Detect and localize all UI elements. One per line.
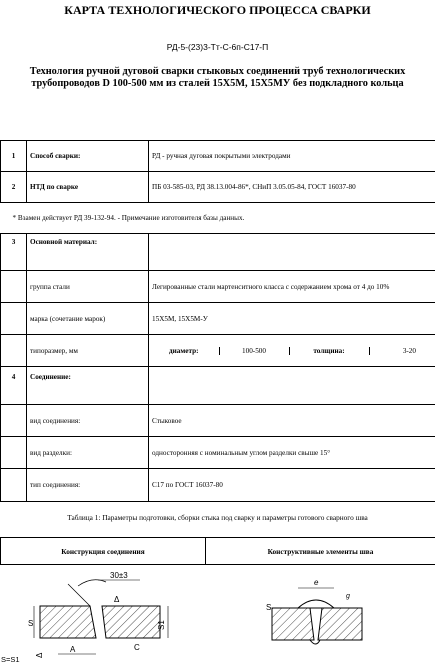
row-number: 4 bbox=[1, 367, 27, 405]
row-number bbox=[1, 271, 27, 303]
left-plate bbox=[272, 608, 314, 640]
right-plate bbox=[318, 608, 362, 640]
left-plate bbox=[40, 606, 96, 638]
column-header-weld-elements: Конструктивные элементы шва bbox=[206, 538, 435, 565]
size-cell bbox=[149, 335, 435, 367]
s-equals-s1-note: S=S1 bbox=[1, 655, 20, 664]
table-row bbox=[1, 141, 435, 172]
delta-bottom-label: Δ bbox=[35, 652, 44, 658]
row-value bbox=[149, 234, 435, 271]
row-number bbox=[1, 335, 27, 367]
row-label: типоразмер, мм bbox=[27, 335, 149, 367]
footnote-text: * Взамен действует РД 39-132-94. - Примечание изготовителя базы данных. bbox=[12, 214, 245, 222]
row-label: вид разделки: bbox=[27, 437, 149, 469]
table-row bbox=[1, 271, 435, 303]
s-label: S bbox=[28, 619, 34, 628]
g-label: g bbox=[346, 593, 350, 600]
row-value: ПБ 03-585-03, РД 38.13.004-86*, СНиП 3.05.05-84, ГОСТ 16037-80 bbox=[149, 172, 435, 203]
size-subtable bbox=[149, 347, 435, 355]
table-row bbox=[1, 303, 435, 335]
row-value: С17 по ГОСТ 16037-80 bbox=[149, 469, 435, 502]
row-number bbox=[1, 405, 27, 437]
table-row bbox=[1, 469, 435, 502]
column-header-joint-design: Конструкция соединения bbox=[1, 538, 206, 565]
document-subtitle: Технология ручной дуговой сварки стыковых соединений труб технологических трубопроводов D 100-500 мм из сталей 15Х5М, 15Х5МУ без подкладного кольца bbox=[29, 66, 406, 89]
document-title: КАРТА ТЕХНОЛОГИЧЕСКОГО ПРОЦЕССА СВАРКИ bbox=[64, 3, 371, 17]
row-number: 3 bbox=[1, 234, 27, 271]
footnote-cell bbox=[1, 203, 435, 234]
row-value bbox=[149, 367, 435, 405]
row-label: группа стали bbox=[27, 271, 149, 303]
s-label: S bbox=[266, 603, 272, 612]
thickness-label: толщина: bbox=[289, 347, 369, 355]
table-row bbox=[1, 172, 435, 203]
row-label: Соединение: bbox=[27, 367, 149, 405]
delta-top-label: Δ bbox=[114, 595, 120, 604]
row-value: Стыковое bbox=[149, 405, 435, 437]
weld-root bbox=[310, 640, 320, 644]
row-value: односторонняя с номинальным углом разделки свыше 15° bbox=[149, 437, 435, 469]
footnote-row bbox=[1, 203, 435, 234]
weld-elements-drawing bbox=[262, 568, 372, 658]
row-label: Способ сварки: bbox=[27, 141, 149, 172]
diameter-value: 100-500 bbox=[219, 347, 289, 355]
joint-construction-drawing bbox=[28, 566, 178, 666]
row-value: 15Х5М, 15Х5М-У bbox=[149, 303, 435, 335]
e-label: e bbox=[314, 578, 319, 587]
row-label: тип соединения: bbox=[27, 469, 149, 502]
s1-label: S1 bbox=[157, 620, 166, 630]
row-value: Легированные стали мартенситного класса с содержанием хрома от 4 до 10% bbox=[149, 271, 435, 303]
row-number: 1 bbox=[1, 141, 27, 172]
table-row bbox=[1, 405, 435, 437]
row-value: РД - ручная дуговая покрытыми электродами bbox=[149, 141, 435, 172]
angle-label: 30±3 bbox=[110, 571, 128, 580]
c-label: C bbox=[134, 643, 140, 652]
table-caption: Таблица 1: Параметры подготовки, сборки стыка под сварку и параметры готового сварного шва bbox=[67, 513, 368, 522]
row-label: НТД по сварке bbox=[27, 172, 149, 203]
weld-reinforcement bbox=[298, 600, 334, 608]
table-row bbox=[1, 234, 435, 271]
row-label: вид соединения: bbox=[27, 405, 149, 437]
footnote-divider bbox=[15, 202, 65, 203]
table-row bbox=[1, 367, 435, 405]
thickness-value: 3-20 bbox=[402, 346, 416, 355]
row-label: марка (сочетание марок) bbox=[27, 303, 149, 335]
process-code: РД-5-(23)3-Тт-С-6п-С17-П bbox=[166, 42, 269, 52]
diameter-label: диаметр: bbox=[149, 347, 219, 355]
table-row bbox=[1, 437, 435, 469]
row-number bbox=[1, 303, 27, 335]
row-number bbox=[1, 469, 27, 502]
row-number bbox=[1, 437, 27, 469]
construction-table bbox=[0, 537, 435, 565]
right-plate bbox=[102, 606, 160, 638]
process-table bbox=[0, 140, 435, 502]
row-number: 2 bbox=[1, 172, 27, 203]
a-label: A bbox=[70, 645, 76, 654]
row-label: Основной материал: bbox=[27, 234, 149, 271]
table-row bbox=[1, 335, 435, 367]
